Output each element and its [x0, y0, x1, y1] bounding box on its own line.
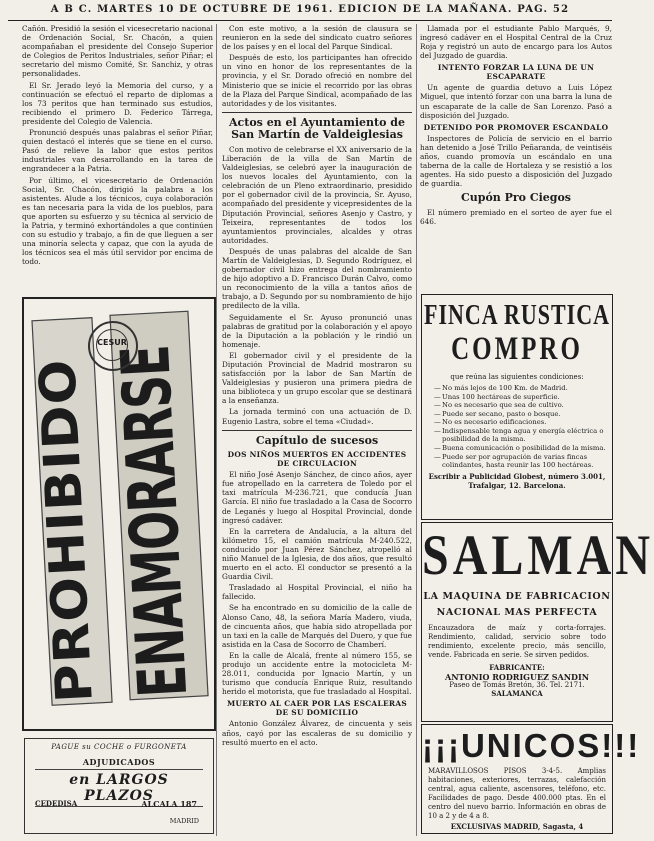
article-paragraph: Un agente de guardia detuvo a Luis López Miguel, que intentó forzar con una barra la luna de un escaparate de la calle de San Lorenzo. Pasó a disposición del Juzgado.	[420, 83, 612, 120]
article-headline: Capítulo de sucesos	[255, 433, 379, 447]
article-paragraph: Cañón. Presidió la sesión el vicesecretario nacional de Ordenación Social, Sr. Chacón, a quien acompañaban el presidente del Consejo Superior de Colegios de Peritos Industriales, señor Piñar; el secretario del mismo Comité, Sr. Sanchiz, y otras personalidades.	[22, 24, 213, 79]
article-paragraph: El número premiado en el sorteo de ayer fue el 646.	[420, 207, 612, 226]
section-rule	[222, 112, 412, 113]
ad-label: FABRICANTE:	[489, 662, 545, 672]
article-paragraph: Inspectores de Policía de servicio en el barrio han detenido a José Trillo Peñaranda, de veintiséis años, cuando promovía un escándalo en una taberna de la calle de Hortaleza y se resistió a los agentes. Ha sido puesto a disposición del Juzgado de guardia.	[420, 133, 612, 189]
article-paragraph: Después de unas palabras del alcalde de San Martín de Valdeiglesias, D. Segundo Rodríguez, el gobernador civil hizo entrega del nombramiento de hijo adoptivo a D. Francisco Durán Calvo, como un reconocimiento de la villa a tantos años de trabajo, a D. Segundo por su nombramiento de hijo predilecto de la villa.	[222, 246, 412, 311]
salman-ad	[421, 522, 654, 722]
movie-poster-ad	[22, 297, 216, 731]
article-paragraph: El niño José Asenjo Sánchez, de cinco años, ayer fue atropellado en la carretera de Toledo por el taxi matrícula M-236.721, que conducía Juan García. El niño fue trasladado a la Casa de Socorro de Leganés y luego al Hospital Provincial, donde ingresó cadáver.	[222, 470, 412, 525]
ad-maker: ANTONIO RODRIGUEZ SANDIN	[444, 671, 589, 682]
ad-brand: SALMAN	[422, 523, 654, 588]
article-paragraph: Seguidamente el Sr. Ayuso pronunció unas palabras de gratitud por la colaboración y el apoyo de la Diputación a la población y le rindió un homenaje.	[222, 312, 412, 349]
list-item: — Puede ser secano, pasto o bosque.	[434, 410, 612, 419]
ad-description: Encauzadora de maíz y corta-forrajes. Rendimiento, calidad, servicio sobre todo rendimiento, excelente precio, más sencillo, vende. Fabricada en serie. Se sirven pedidos.	[428, 624, 606, 659]
column-2	[222, 24, 412, 836]
list-item: — Indispensable tenga agua y energía eléctrica o posibilidad de la misma.	[434, 427, 612, 444]
list-item: — Unas 100 hectáreas de superficie.	[434, 393, 612, 402]
conditions-list	[434, 384, 612, 470]
article-paragraph: En la calle de Alcalá, frente al número 155, se produjo un accidente entre la motocicleta M-28.011, conducida por Ignacio Martín, y un turismo que conducía Enrique Ruiz, resultando herido el motorista, que fue trasladado al Hospital.	[222, 650, 412, 697]
article-paragraph: Antonio González Álvarez, de cincuenta y seis años, cayó por las escaleras de su domicilio y resultó muerto en el acto.	[222, 719, 412, 747]
article-subheadline: MUERTO AL CAER POR LAS ESCALERAS DE SU DOMICILIO	[226, 699, 408, 718]
unicos-ad	[421, 724, 641, 834]
article-paragraph: Se ha encontrado en su domicilio de la calle de Alonso Cano, 48, la señora María Madero, viuda, de cincuenta años, que había sido atropellada por un taxi en la calle de Marqués del Duero, y que fue asistida en la Casa de Socorro de Chamberí.	[222, 603, 412, 649]
ad-line: ADJUDICADOS	[82, 757, 156, 767]
article-subheadline: DETENIDO POR PROMOVER ESCANDALO	[423, 122, 609, 132]
article-paragraph: El Sr. Jerado leyó la Memoria del curso, y a continuación se efectuó el reparto de diplomas a los 73 peritos que han terminado sus estudios, recibiendo el primero D. Federico Tárrega, presidente del Colegio de Valencia.	[22, 80, 213, 126]
ad-tagline: NACIONAL MAS PERFECTA	[436, 607, 598, 618]
ad-address: ALCALA 187	[141, 799, 197, 809]
list-item: — Puede ser por agrupación de varias fincas colindantes, hasta reunir las 100 hectáreas.	[434, 453, 612, 470]
ad-line: PAGUE su COCHE o FURGONETA	[51, 743, 187, 751]
poster-title-line2: ENAMORARSE	[105, 343, 203, 699]
ad-footer: Escribir a Publicidad Globest, número 3.001, Trafalgar, 12. Barcelona.	[428, 471, 606, 490]
list-item: — No es necesario que sea de cultivo.	[434, 401, 612, 410]
article-paragraph: Pronunció después unas palabras el señor Piñar, quien destacó el interés que se tiene en el curso. Pasó de relieve la labor que estos peritos industriales van desarrollando en la tarea de engrandecer a la Patria.	[22, 128, 213, 174]
article-paragraph: En la carretera de Andalucía, a la altura del kilómetro 15, el camión matrícula M-240.522, conducido por Juan Pérez Sánchez, atropelló al niño Manuel de la Iglesia, de dos años, que resultó muerto en el acto. El conductor se presentó a la Guardia Civil.	[222, 526, 412, 582]
article-headline: Actos en el Ayuntamiento de San Martín de Valdeiglesias	[229, 115, 405, 142]
article-subheadline: DOS NIÑOS MUERTOS EN ACCIDENTES DE CIRCULACION	[227, 450, 407, 469]
finca-rustica-ad	[421, 294, 613, 520]
article-paragraph: Con este motivo, a la sesión de clausura se reunieron en la sede del sindicato cuatro señores de los países y en el local del Parque Sindical.	[222, 24, 412, 52]
article-paragraph: Trasladado al Hospital Provincial, el niño ha fallecido.	[222, 583, 412, 602]
article-headline: Cupón Pro Ciegos	[461, 191, 571, 205]
ad-headline: COMPRO	[451, 331, 583, 367]
article-paragraph: La jornada terminó con una actuación de D. Eugenio Lastra, sobre el tema «Ciudad».	[222, 407, 412, 426]
ad-city: SALAMANCA	[491, 689, 543, 699]
ad-company: CEDEDISA	[35, 799, 78, 808]
ad-headline: FINCA RUSTICA	[424, 298, 610, 331]
article-paragraph: Con motivo de celebrarse el XX aniversario de la Liberación de la villa de San Martín de Valdeiglesias, se celebró ayer la inauguración de los nuevos locales del Ayuntamiento, con la celebración de un Pleno extraordinario, presidido por el gobernador civil de la provincia, Sr. Ayuso, acompañado del presidente y vicepresidentes de la Diputación Provincial, señores Asenjo y Castro, y Teixeira, representantes de todos los ayuntamientos provinciales, alcaldes y otras autoridades.	[222, 144, 412, 245]
ad-headline: en LARGOS PLAZOS	[35, 769, 203, 807]
column-rule	[216, 24, 217, 836]
ad-body: MARAVILLOSOS PISOS 3-4-5. Amplias habitaciones, exteriores, terrazas, calefacción central, agua caliente, ascensores, teléfono, etc. Facilidades de pago. Desde 400.000 ptas. En el centro del nuevo barrio. Información en obras de 10 a 2 y de 4 a 8.	[428, 767, 606, 820]
column-rule	[416, 24, 417, 836]
section-rule	[222, 430, 412, 431]
ad-address: Paseo de Tomás Bretón, 36. Tel. 2171.	[449, 681, 585, 690]
article-paragraph: Llamada por el estudiante Pablo Marqués, 9, ingresó cadáver en el Hospital Central de la Cruz Roja y registró un auto de encargo para los Autos del Juzgado de guardia.	[420, 24, 612, 61]
seal-label: CESUR	[97, 338, 127, 347]
list-item: — No es necesario edificaciones.	[434, 418, 612, 427]
list-item: — Buena comunicación o posibilidad de la misma.	[434, 444, 612, 453]
article-paragraph: Por último, el vicesecretario de Ordenación Social, Sr. Chacón, dirigió la palabra a los asistentes. Alude a los técnicos, cuya colaboración es tan necesaria para la vida de los pueblos, para que aporten su esfuerzo y su técnica al servicio de la Patria, y terminó exhortándoles a que continúen con su estudio y trabajo, a fin de que lleguen a ser una minoría selecta y capaz, que con la ayuda de los técnicos sea el más útil servidor por encima de todo.	[22, 175, 213, 267]
column-3	[420, 24, 612, 292]
page-header: A B C. MARTES 10 DE OCTUBRE DE 1961. EDICION DE LA MAÑANA. PAG. 52	[8, 4, 612, 21]
ad-footer: EXCLUSIVAS MADRID, Sagasta, 4	[450, 822, 584, 832]
ad-headline: ¡¡¡UNICOS!!!	[422, 727, 641, 764]
poster-title-line1: PROHIBIDO	[27, 357, 104, 704]
article-paragraph: El gobernador civil y el presidente de la Diputación Provincial de Madrid mostraron su satisfacción por la labor de San Martín de Valdeiglesias y pusieron una primera piedra de una biblioteca y un grupo escolar que se destinará a la enseñanza.	[222, 350, 412, 406]
car-loan-ad	[24, 738, 214, 834]
list-item: — No más lejos de 100 Km. de Madrid.	[434, 384, 612, 393]
article-paragraph: Después de esto, los participantes han ofrecido un vino en honor de los representantes de la provincia, y el Sr. Dorado ofreció en nombre del Ministerio que se inicie el recorrido por las obras de la Plaza del Parque Sindical, acompañado de las autoridades y de los visitantes.	[222, 53, 412, 108]
ad-intro: que reúna las siguientes condiciones:	[450, 373, 584, 381]
article-subheadline: INTENTO FORZAR LA LUNA DE UN ESCAPARATE	[437, 63, 595, 82]
ad-tagline: LA MAQUINA DE FABRICACION	[423, 591, 611, 602]
ad-city: MADRID	[169, 817, 199, 825]
